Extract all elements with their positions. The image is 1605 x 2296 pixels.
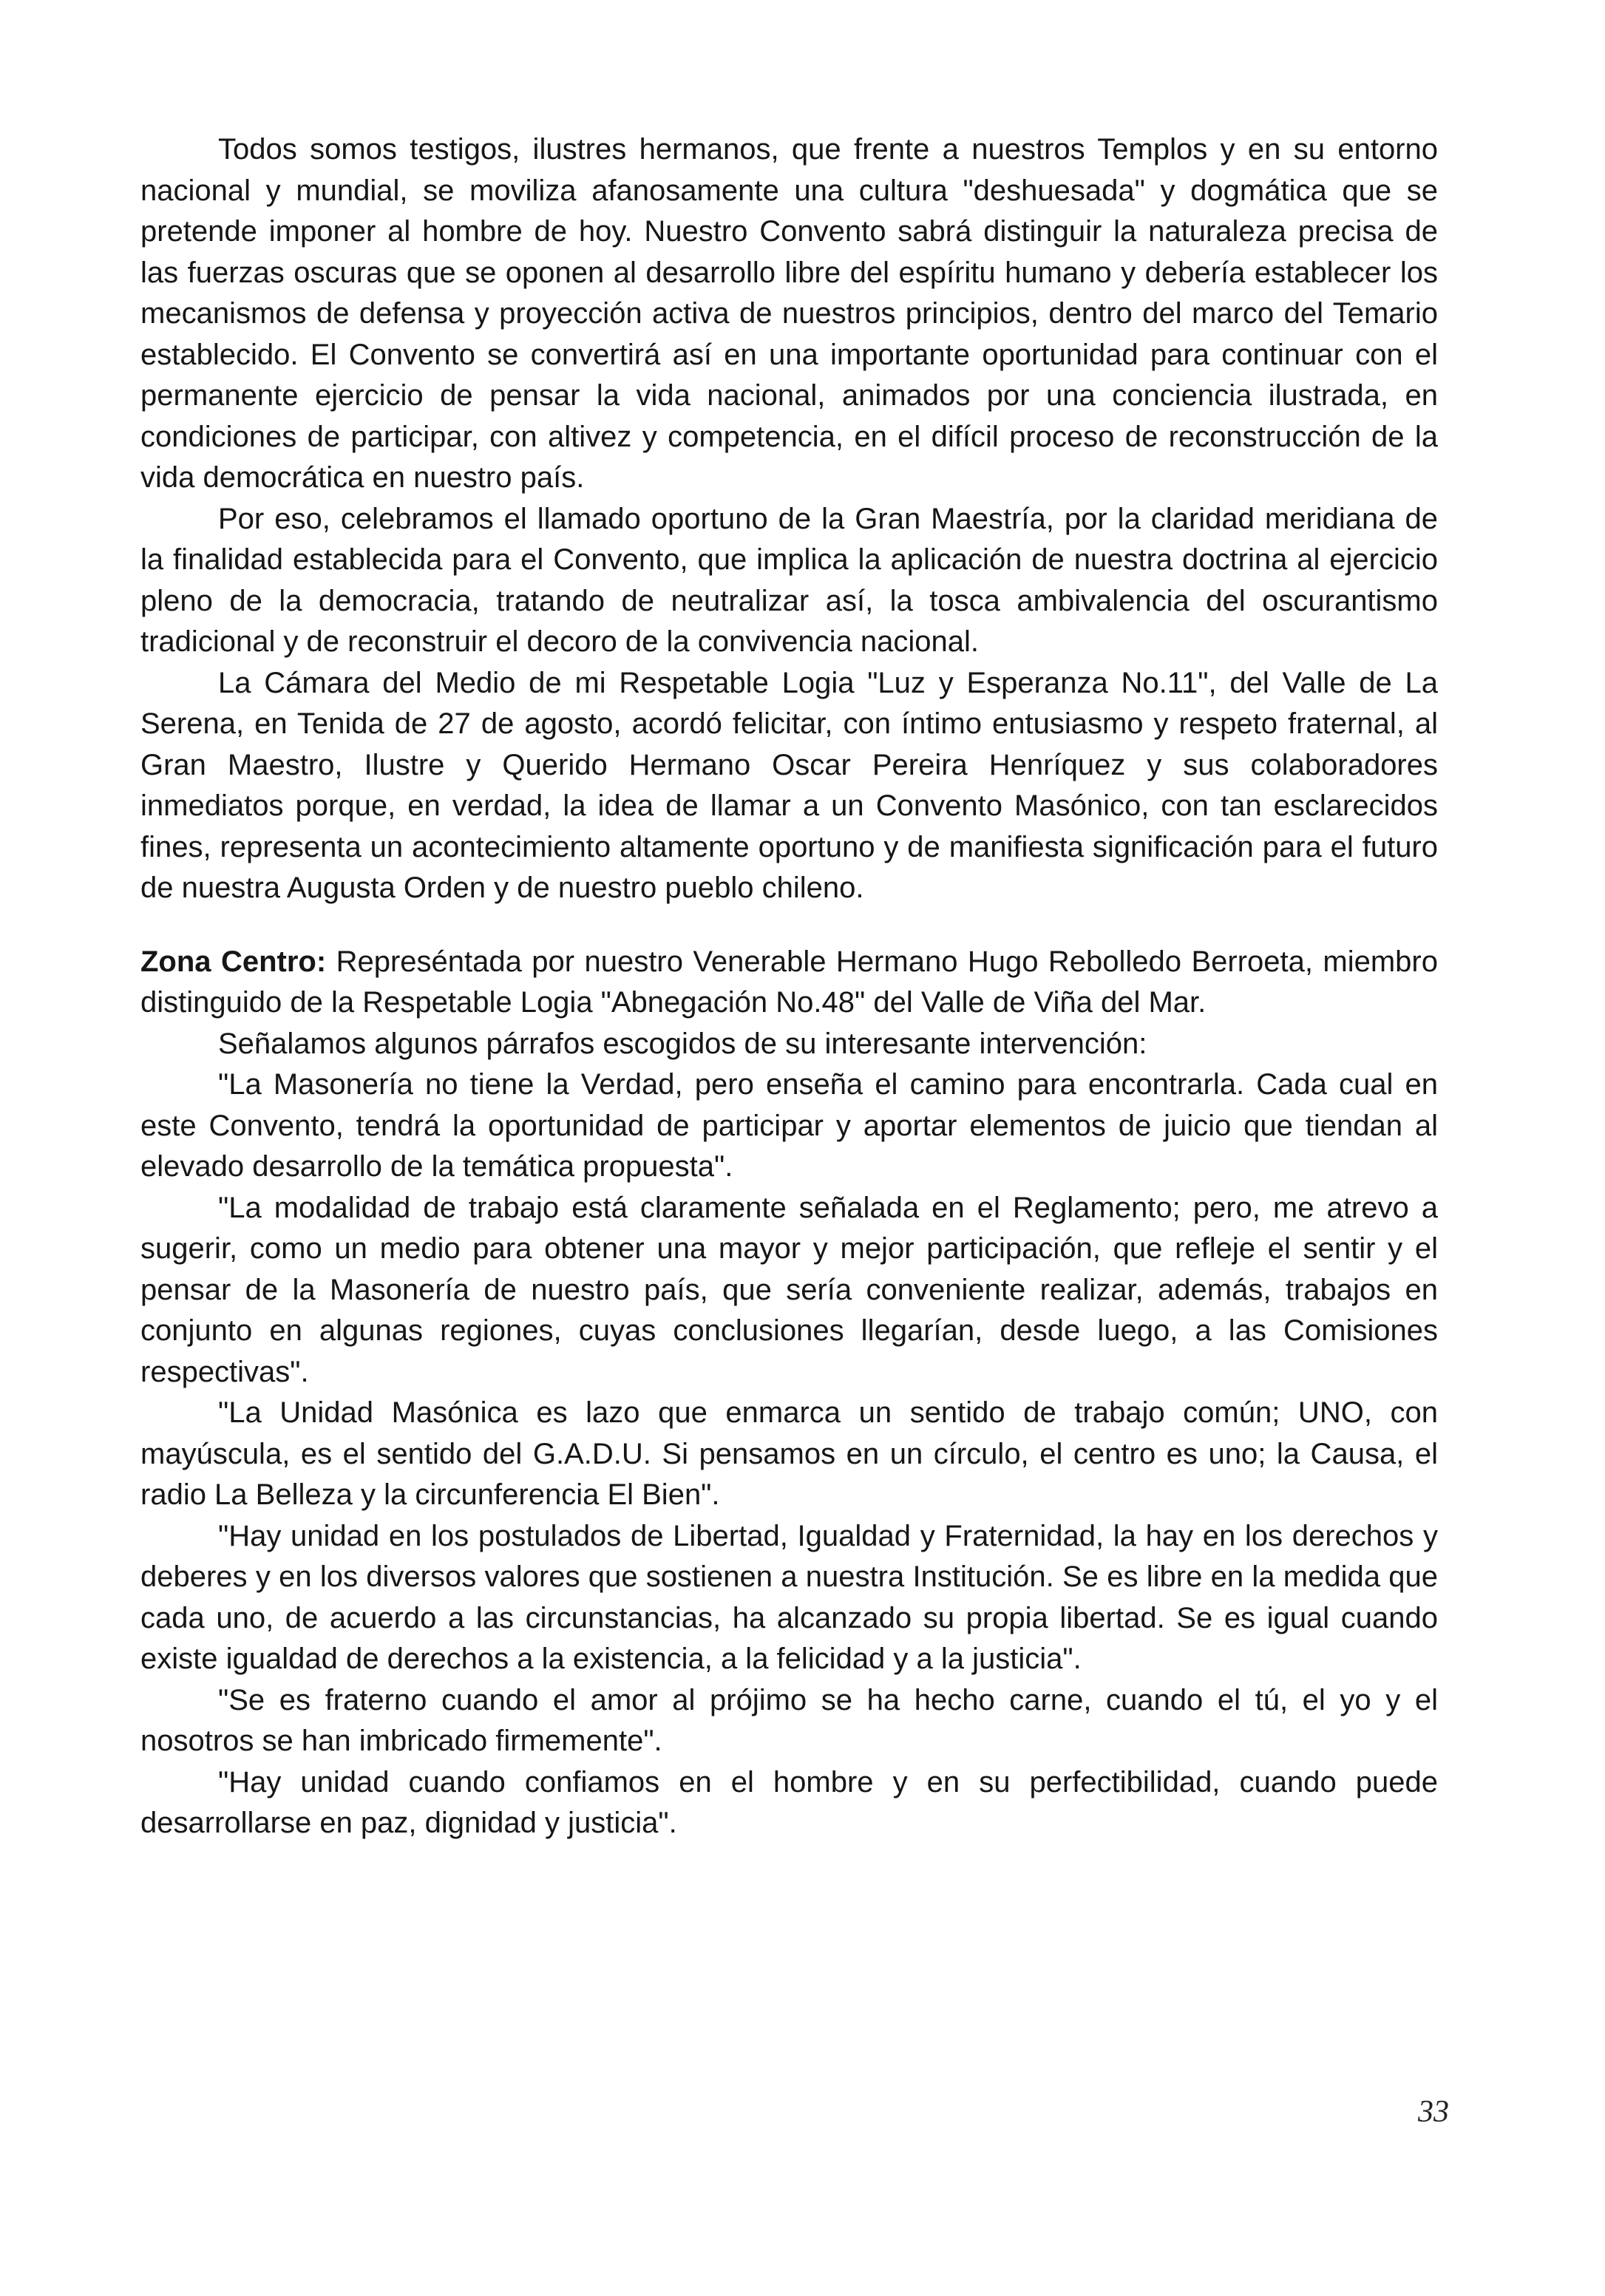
paragraph-gran-maestria: Por eso, celebramos el llamado oportuno de la Gran Maestría, por la claridad meridiana de la finalidad establecida para el Convento, que implica la aplicación de nuestra doctrina al ejercicio pleno de la democracia, tratando de neutralizar así, la tosca ambivalencia del oscurantismo tradicional y de reconstruir el decoro de la convivencia nacional. [140, 502, 1438, 658]
document-body [140, 129, 1438, 1844]
quote-masoneria-verdad: "La Masonería no tiene la Verdad, pero enseña el camino para encontrarla. Cada cual en este Convento, tendrá la oportunidad de participar y aportar elementos de juicio que tiendan al elevado desarrollo de la temática propuesta". [140, 1068, 1438, 1183]
quote-modalidad-trabajo: "La modalidad de trabajo está claramente señalada en el Reglamento; pero, me atrevo a sugerir, como un medio para obtener una mayor y mejor participación, que refleje el sentir y el pensar de la Masonería de nuestro país, que sería conveniente realizar, además, trabajos en conjunto en algunas regiones, cuyas conclusiones llegarían, desde luego, a las Comisiones respectivas". [140, 1191, 1438, 1388]
zona-centro-paragraph [140, 942, 1438, 1024]
quote-fraterno: "Se es fraterno cuando el amor al prójimo se ha hecho carne, cuando el tú, el yo y el nosotros se han imbricado firmemente". [140, 1683, 1438, 1757]
paragraph-testigos: Todos somos testigos, ilustres hermanos, que frente a nuestros Templos y en su entorno nacional y mundial, se moviliza afanosamente una cultura "deshuesada" y dogmática que se pretende imponer al hombre de hoy. Nuestro Convento sabrá distinguir la naturaleza precisa de las fuerzas oscuras que se oponen al desarrollo libre del espíritu humano y debería establecer los mecanismos de defensa y proyección activa de nuestros principios, dentro del marco del Temario establecido. El Convento se convertirá así en una importante oportunidad para continuar con el permanente ejercicio de pensar la vida nacional, animados por una conciencia ilustrada, en condiciones de participar, con altivez y competencia, en el difícil proceso de reconstrucción de la vida democrática en nuestro país. [140, 133, 1438, 494]
zona-centro-text: Represéntada por nuestro Venerable Hermano Hugo Rebolledo Berroeta, miembro distinguido de la Respetable Logia "Abnegación No.48" del Valle de Viña del Mar. [140, 945, 1438, 1019]
quote-unidad-masonica: "La Unidad Masónica es lazo que enmarca un sentido de trabajo común; UNO, con mayúscula, es el sentido del G.A.D.U. Si pensamos en un círculo, el centro es uno; la Causa, el radio La Belleza y la circunferencia El Bien". [140, 1396, 1438, 1511]
quote-unidad-postulados: "Hay unidad en los postulados de Libertad, Igualdad y Fraternidad, la hay en los derechos y deberes y en los diversos valores que sostienen a nuestra Institución. Se es libre en la medida que cada uno, de acuerdo a las circunstancias, ha alcanzado su propia libertad. Se es igual cuando existe igualdad de derechos a la existencia, a la felicidad y a la justicia". [140, 1519, 1438, 1675]
paragraph-senalamos: Señalamos algunos párrafos escogidos de su interesante intervención: [218, 1027, 1147, 1060]
page-number: 33 [1418, 2095, 1449, 2129]
paragraph-camara-del-medio: La Cámara del Medio de mi Respetable Logia "Luz y Esperanza No.11", del Valle de La Serena, en Tenida de 27 de agosto, acordó felicitar, con íntimo entusiasmo y respeto fraternal, al Gran Maestro, Ilustre y Querido Hermano Oscar Pereira Henríquez y sus colaboradores inmediatos porque, en verdad, la idea de llamar a un Convento Masónico, con tan esclarecidos fines, representa un acontecimiento altamente oportuno y de manifiesta significación para el futuro de nuestra Augusta Orden y de nuestro pueblo chileno. [140, 666, 1438, 904]
quote-unidad-confiamos: "Hay unidad cuando confiamos en el hombre y en su perfectibilidad, cuando puede desarrollarse en paz, dignidad y justicia". [140, 1765, 1438, 1839]
zona-centro-label: Zona Centro: [140, 945, 327, 978]
